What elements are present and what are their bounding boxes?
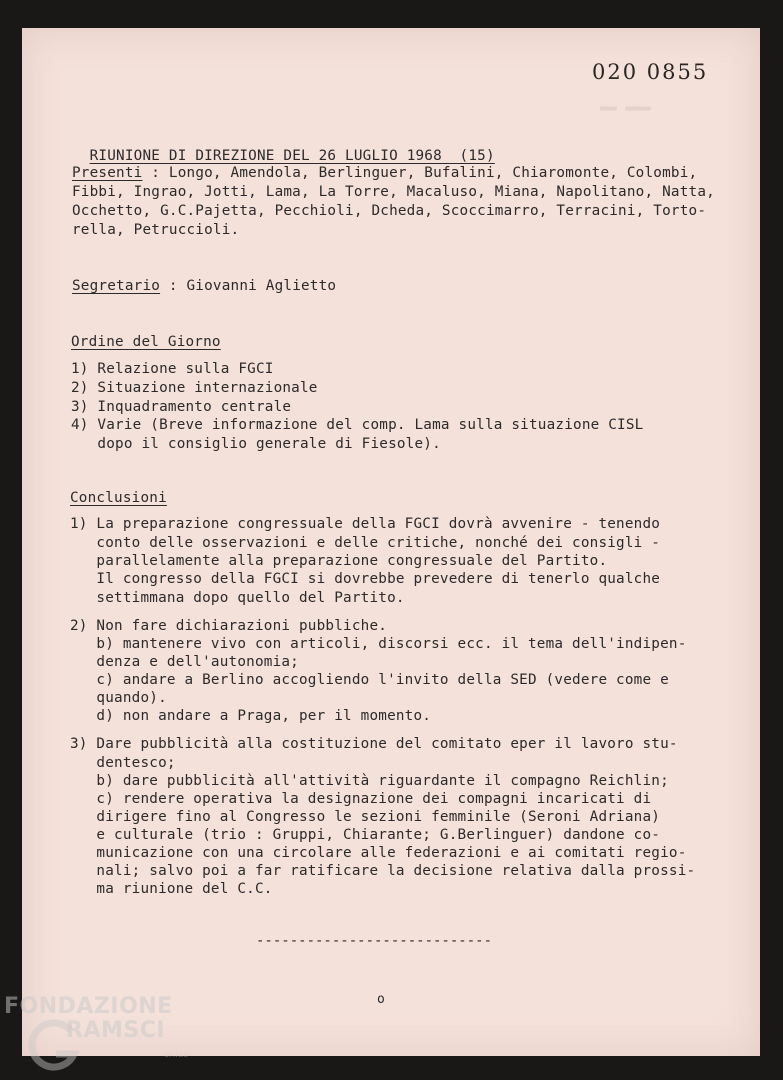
watermark-sub: onlus — [164, 1050, 189, 1060]
conclusione-3-line: municazione con una circolare alle federazioni e ai comitati regio- — [70, 845, 687, 861]
fondazione-gramsci-watermark — [4, 994, 204, 1074]
conclusione-3-line: b) dare pubblicità all'attività riguardante il compagno Reichlin; — [70, 773, 669, 789]
presenti-names-1: : Longo, Amendola, Berlinguer, Bufalini, Chiaromonte, Colombi, — [142, 165, 698, 181]
conclusione-2-line: b) mantenere vivo con articoli, discorsi ecc. il tema dell'indipen- — [70, 636, 687, 652]
ordine-item: 2) Situazione internazionale — [71, 380, 318, 396]
presenti-line-1 — [72, 164, 697, 183]
segretario-label: Segretario — [72, 278, 161, 294]
document-title — [72, 128, 495, 166]
document-number: 020 0855 — [592, 60, 709, 84]
conclusione-2-line: 2) Non fare dichiarazioni pubbliche. — [70, 618, 388, 634]
conclusione-2-line: denza e dell'autonomia; — [70, 654, 299, 670]
conclusione-3-line: c) rendere operativa la designazione dei compagni incaricati di — [70, 791, 652, 807]
ordine-item: 4) Varie (Breve informazione del comp. Lama sulla situazione CISL — [71, 417, 644, 433]
ordine-item: 3) Inquadramento centrale — [71, 399, 292, 415]
conclusioni-heading: Conclusioni — [70, 490, 167, 506]
conclusione-1-line: Il congresso della FGCI si dovrebbe prevedere di tenerlo qualche — [70, 571, 661, 587]
conclusione-2-line: d) non andare a Praga, per il momento. — [70, 708, 432, 724]
separator-line: ---------------------------- — [256, 933, 493, 949]
ordine-heading: Ordine del Giorno — [71, 334, 221, 350]
conclusione-3-line: 3) Dare pubblicità alla costituzione del comitato eper il lavoro stu- — [70, 736, 678, 752]
conclusione-3-line: ma riunione del C.C. — [70, 881, 273, 897]
conclusione-1-line: parallelamente alla preparazione congressuale del Partito. — [70, 553, 608, 569]
title-underlined: RIUNIONE DI DIREZIONE DEL 26 LUGLIO 1968 (15) — [89, 148, 495, 164]
conclusione-3-line: dirigere fino al Congresso le sezioni femminile (Seroni Adriana) — [70, 809, 661, 825]
conclusione-3-line: e culturale (trio : Gruppi, Chiarante; G.Berlinguer) dandone co- — [70, 827, 661, 843]
presenti-line-4: rella, Petruccioli. — [72, 222, 240, 238]
ordine-item: 1) Relazione sulla FGCI — [71, 361, 274, 377]
watermark-line-2: RAMSCI — [66, 1018, 166, 1043]
conclusione-1-line: conto delle osservazioni e delle critiche, nonché dei consigli - — [70, 535, 661, 551]
conclusione-3-line: dentesco; — [70, 755, 176, 771]
ordine-item: dopo il consiglio generale di Fiesole). — [71, 436, 441, 452]
conclusione-2-line: quando). — [70, 690, 167, 706]
footer-mark: o — [377, 992, 385, 1007]
conclusione-3-line: nali; salvo poi a far ratificare la decisione relativa dalla prossi- — [70, 863, 696, 879]
presenti-label: Presenti — [72, 165, 143, 181]
segretario-line — [72, 277, 336, 296]
watermark-line-1: FONDAZIONE — [4, 994, 173, 1019]
presenti-line-2: Fibbi, Ingrao, Jotti, Lama, La Torre, Macaluso, Miana, Napolitano, Natta, — [72, 184, 715, 200]
conclusione-2-line: c) andare a Berlino accogliendo l'invito della SED (vedere come e — [70, 672, 669, 688]
segretario-value: : Giovanni Aglietto — [160, 278, 337, 294]
conclusione-1-line: 1) La preparazione congressuale della FGCI dovrà avvenire - tenendo — [70, 516, 661, 532]
presenti-line-3: Occhetto, G.C.Pajetta, Pecchioli, Dcheda, Scoccimarro, Terracini, Torto- — [72, 203, 707, 219]
conclusione-1-line: settimmana dopo quello del Partito. — [70, 590, 405, 606]
